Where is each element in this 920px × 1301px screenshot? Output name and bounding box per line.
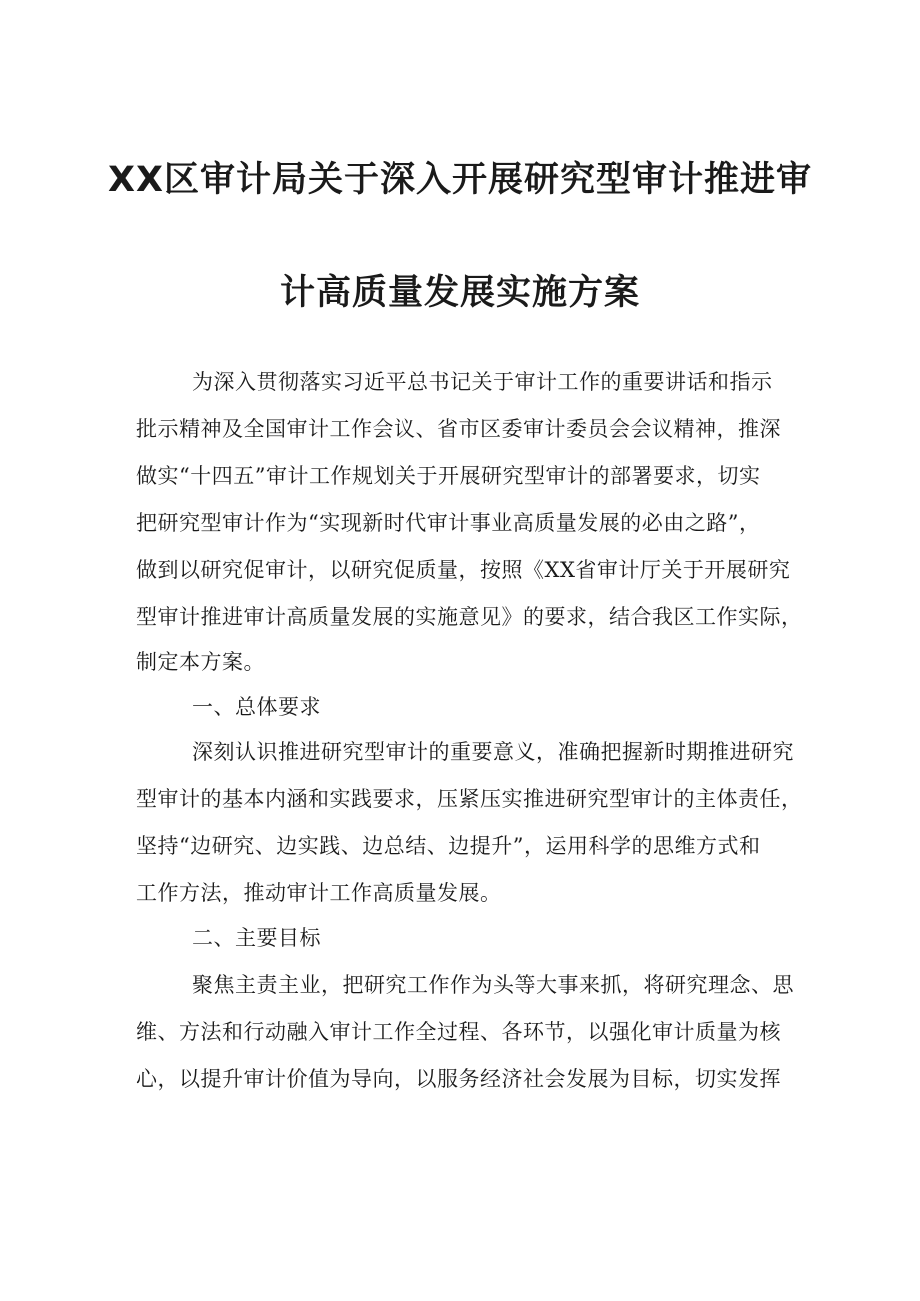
paragraph-line: 做实“十四五”审计工作规划关于开展研究型审计的部署要求，切实 (136, 464, 761, 488)
paragraph-line: 维、方法和行动融入审计工作全过程、各环节，以强化审计质量为核 (136, 1020, 781, 1044)
document-title-line-2: 计高质量发展实施方案 (279, 273, 640, 313)
section-heading-general-requirements: 一、总体要求 (192, 695, 321, 719)
paragraph-line: 型审计的基本内涵和实践要求，压紧压实推进研究型审计的主体责任， (136, 787, 803, 811)
paragraph-line: 工作方法，推动审计工作高质量发展。 (136, 881, 502, 905)
document-title-line-1: XX区审计局关于深入开展研究型审计推进审 (108, 160, 812, 200)
paragraph-line: 心，以提升审计价值为导向，以服务经济社会发展为目标，切实发挥 (136, 1067, 781, 1091)
paragraph-line: 型审计推进审计高质量发展的实施意见》的要求，结合我区工作实际， (136, 605, 803, 629)
paragraph-line: 深刻认识推进研究型审计的重要意义，准确把握新时期推进研究 (192, 740, 794, 764)
section-heading-main-goals: 二、主要目标 (192, 926, 321, 950)
paragraph-line: 制定本方案。 (136, 650, 265, 674)
paragraph-line: 坚持“边研究、边实践、边总结、边提升”，运用科学的思维方式和 (136, 834, 761, 858)
paragraph-line: 做到以研究促审计，以研究促质量，按照《XX省审计厅关于开展研究 (136, 558, 791, 582)
paragraph-line: 为深入贯彻落实习近平总书记关于审计工作的重要讲话和指示 (192, 370, 773, 394)
paragraph-line: 聚焦主责主业，把研究工作作为头等大事来抓，将研究理念、思 (192, 973, 794, 997)
paragraph-line: 把研究型审计作为“实现新时代审计事业高质量发展的必由之路”， (136, 511, 761, 535)
paragraph-line: 批示精神及全国审计工作会议、省市区委审计委员会会议精神，推深 (136, 417, 781, 441)
